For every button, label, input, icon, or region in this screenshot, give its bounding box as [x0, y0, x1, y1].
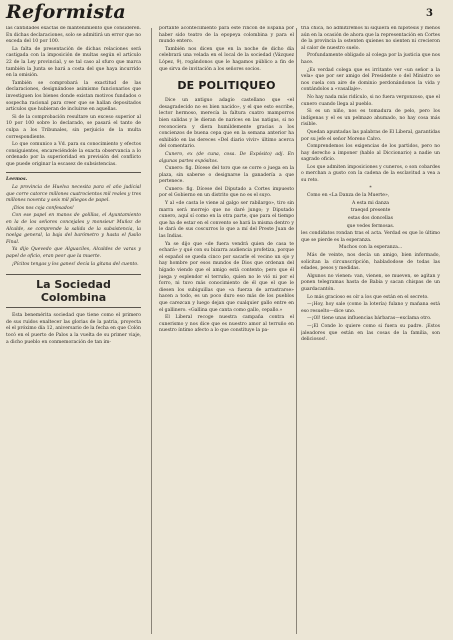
- poem-intro: Como en «La Danza de la Muerte»,: [307, 193, 390, 199]
- article-paragraph: Con ese papel en manos de golillas, el Ayuntamiento en la de los señores concejales y monsieur Muñoz de Alcalde, se comprende la salida de la subsistencia, la noelga general, la baja del barómetro y hasta el fusilo Final.: [6, 213, 141, 245]
- section-star: *: [369, 185, 372, 191]
- masthead-title: Reformista: [6, 1, 126, 23]
- column-3: [301, 26, 440, 634]
- article-paragraph: Muchos con la esperanza...: [338, 245, 403, 251]
- article-paragraph: Si es un niño, nos es tomadura de pelo, pero los indígenas y el es un pelmazo ahumado, no hay cosa más risible.: [301, 109, 440, 128]
- article-paragraph: Algunos no vienen: van, vienen, se mueven, se agitan y ponen telegramas hasta de Babia y sacan chispas de un guardacantón.: [301, 273, 440, 292]
- section-heading-politiqueo: DE POLITIQUEO: [177, 79, 276, 93]
- article-paragraph: Y al «de casta le viene al galgo ser rabilargo», tiro sin marra será morrejo que no daré jungo; y Diputado cunero, aquí sí como en la otra parte, que para el tiempo que ha de estar en el convento se hará la misma dentro y le dará de sus coscurros lo que a mí del Preste Juan de las Indias.: [159, 201, 294, 240]
- page-number: 3: [426, 8, 433, 19]
- article-paragraph: También nos dicen que en la noche de dicho día celebrará una velada en el local de la sociedad (Vázquez López, 9), rogándonos que le hagamos público a fin de que sirva de invitación a los señores socios.: [159, 46, 294, 72]
- poem-line: que vedes fermosas.: [346, 223, 395, 229]
- article-paragraph: Más de veinte, nos decía un amigo, bien informado, solicitan la circunscripción, habladodose de todas las edades, pesos y medidas.: [301, 253, 440, 272]
- section-heading-sociedad-colombina: La Sociedad Colombina: [36, 278, 111, 305]
- article-paragraph: —¡Hoy, hoy sale (como la lotería) fulano y mañana está eso resuelto—dice uno.: [301, 302, 440, 314]
- article-paragraph: Cunero: fig. Dícese del Diputado a Cortes impuesto por el Gobierno en un distrito que no es el suyo.: [159, 186, 294, 199]
- article-paragraph: las cantidades exactas de mantenimiento que consideren. En dichas declaraciones, solo se admitirá un error que no exceda del 10 por 100.: [6, 26, 141, 45]
- article-paragraph: Cunero, ex (de cuna, cosa. De Expósito) adj. En algunas partes expósitos.: [159, 151, 294, 164]
- article-paragraph: No hay nada más ridículo, si no fuera vergonzoso, que el cunero cuando llega al pueblo.: [301, 94, 440, 107]
- article-paragraph: Esta benemérita sociedad que tiene como el primero de sus ruidos enaltecer las glorias de la patria, proyecta el el próximo día 12, aniversario de la fecha en que Colón tocó en el puerto de Palos a la vuelta de su primer viaje, a dicho pueblo en conmemoración de tan im-: [6, 313, 141, 345]
- article-paragraph: El Liberal recoge nuestra campaña contra el cunerismo y nos dice que es nuestro amor al terruño en nuestro íntimo afecto a lo que constituye la pa-: [159, 315, 294, 334]
- article-paragraph: ¡Dios nos coja confesados!: [12, 205, 74, 211]
- article-paragraph: Cunero: fig. Dícese del toro que se corre o juega en la plaza, sin saberse o designarse la ganadería a que pertenece.: [159, 166, 294, 185]
- article-paragraph: Lo que comunico a Vd. para su conocimiento y efectos consiguientes, encareciéndole la exacta observancia a lo ordenado por la superioridad en previsión del conflicto que puede originar la escasez de subsistencias.: [6, 142, 141, 167]
- article-paragraph: Comprendemos los exigencias de los partidos, pero no hay derecho a imponer (hablo al Diccionario) a nadie un sagrado oficio.: [301, 144, 440, 163]
- column-2: [159, 26, 294, 634]
- article-paragraph: —¡El Conde lo quiere como si fuera su padre. ¡Estos jaleadores que están en las cosas de la familia, son deliciosos!.: [301, 323, 440, 343]
- article-paragraph: les condidatos rondan tras el acta. Verdad es que lo último que se pierde es la esperanza.: [301, 231, 440, 243]
- poem-line: estas dos doncellas: [348, 216, 393, 222]
- poem-line: traeqsd presente: [350, 208, 391, 214]
- article-paragraph: ¿Es verdad colega que es irritante ver «un señor a la vela» que por ser amigo del Presidente o del Ministro se nos cuela con aire de dominio perdonándonos la vida y contándolos a «vasallaje».: [301, 67, 440, 93]
- article-paragraph: Los que admiten imposiciones y cuneros, o son cobardes o merchan a gusto con la cadena de la esclavitud a vea a su reto.: [301, 164, 440, 184]
- section-rule: [6, 172, 141, 173]
- article-paragraph: La provincia de Huelva necesita para el año judicial que corre catorce millones cuatrocientos mil reales y tres millones noventa y seis mil pliegos de papel.: [6, 185, 141, 204]
- article-paragraph: Ya se dijo que «de fuera vendrá quien de casa te echará» y qué con su bizarra audiencia profetiza, porque el español se queda cinco por sacarle el vecino un ojo y hay hombre por esos mundos de Dios que ordenan del hígado viendo que el amigo está contento; pero que él juega y esplendor el terruño, quien no le vió ni por el forro, ni tuvo más conocimiento de él que el que le diesen los subiguillas que «a fuerza de arrastrarse» hacen a todo, es un poco duro eso más de los pueblos que carezcan y luego dejan que cualquier gallo entre en el gallinero. «Gallina que canta como gallo, cepallo.»: [159, 241, 294, 313]
- article-paragraph: Si de la comprobación resultare un exceso superior al 10 por 100 sobre lo declarado, se pasará el tanto de culpa a los Tribunales, sin perjuicio de la multa correspondiente.: [6, 114, 141, 140]
- section-heading-leemos: Leemos.: [6, 177, 28, 183]
- article-paragraph: Dice un antiguo adagio castellano que «el desagradecido no es bien nacido», y el que esto escribe, lector hermoso, merecía la faltura cuatro mamporros bien salidas y le dieran de narices en las natigas, si no reconociera y diera humildemente gracias a los concienzos de buena cepa que en la semana anterior ha exhibido en las dereces «Del diario vivir» último acerca del comentario.: [159, 98, 294, 150]
- article-paragraph: Quedan apuntadas las palabras de El Liberal, garantidas por su jefe el señor Moreno Calvo.: [301, 129, 440, 142]
- poem-line: A esta mi danza: [352, 200, 389, 206]
- article-paragraph: Profundamente obligado al colega por la justicia que nos hace.: [301, 53, 440, 65]
- column-divider: [296, 28, 297, 634]
- article-paragraph: Ya dijo Quevedo que Alguaciles, Alcaldes de varas y papel de oficio, eran peor que la muerte.: [6, 247, 141, 259]
- article-paragraph: tria chica, no admitiremos ni siquiera en hipótesis y menos aún en la ocasión de ahora que la representación en Cortes de la provincia la ostenten quienes no sienten ni crecieron al calor de nuestro suelo.: [301, 26, 440, 51]
- article-paragraph: La falta de presentación de dichas relaciones será castigada con la imposición de multas según el artículo 22 de la Ley provincial, y se tal caso al sfuro que marca también la Junta se hará a costa del que haya incurrido en la omisión.: [6, 46, 141, 79]
- article-paragraph: portante acontecimiento para este rincón de España por haber sido teatro de la epopeya colombina y para el mundo entero.: [159, 26, 294, 45]
- article-paragraph: ¡Pícitos tengas y los ganes! decía la gitana del cuento.: [12, 261, 139, 267]
- column-1: [6, 26, 141, 634]
- article-paragraph: Lo más gracioso es oír a los que están en el secreto.: [307, 294, 429, 300]
- section-heading-box: [6, 274, 141, 308]
- article-paragraph: —¡Ol! tiene unas influencias bárbaras—exclama otro.: [307, 316, 432, 322]
- article-paragraph: También se comprobará la exactitud de las declaraciones, designándose asimismo funcionarios que investiguen los bienes donde existan motivos fundados o sospecha racional para creer que se hallan depositados artículos que hubieran de incluirse en aquellas.: [6, 80, 141, 113]
- column-divider: [151, 28, 152, 634]
